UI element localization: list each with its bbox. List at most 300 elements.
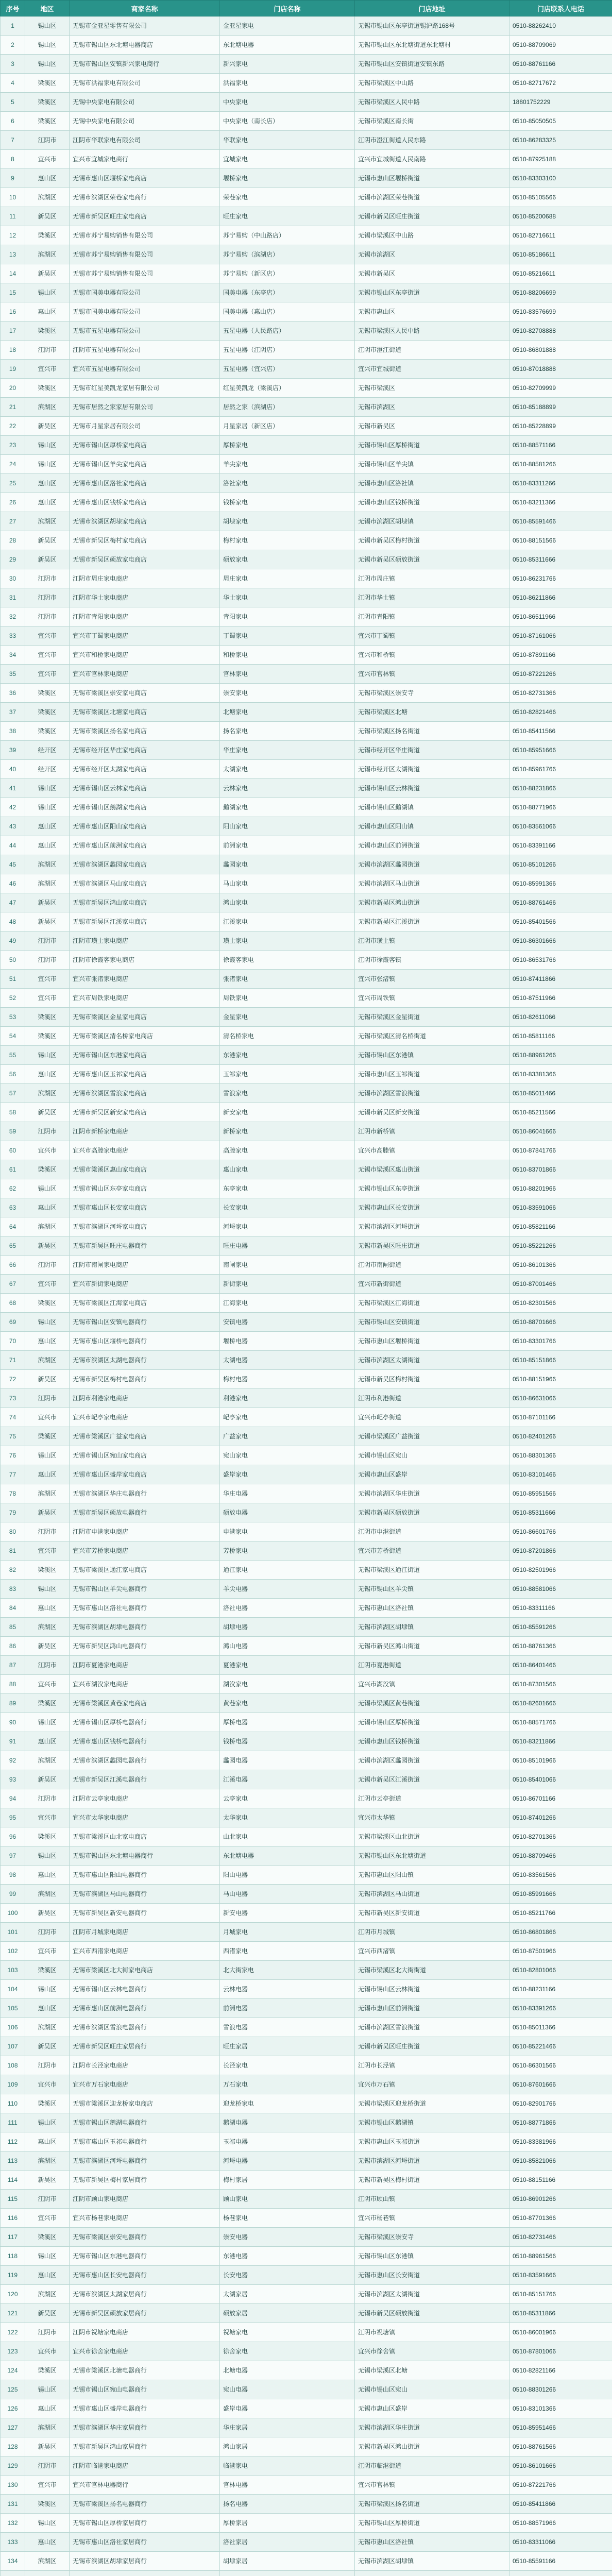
table-row xyxy=(1,760,612,779)
cell-no: 12 xyxy=(1,226,25,245)
cell-address: 无锡市新吴区江溪街道 xyxy=(355,912,509,931)
cell-area: 宜兴市 xyxy=(25,626,70,646)
cell-store: 前洲电器 xyxy=(220,1999,355,2018)
cell-no: 69 xyxy=(1,1313,25,1332)
cell-store: 和桥家电 xyxy=(220,646,355,665)
cell-no: 134 xyxy=(1,2552,25,2571)
cell-phone: 0510-85951566 xyxy=(509,1484,612,1503)
table-row xyxy=(1,1008,612,1027)
cell-address: 无锡市梁溪区北塘 xyxy=(355,2361,509,2380)
cell-company: 无锡市锡山区厚桥电器商行 xyxy=(70,1713,220,1732)
cell-no: 80 xyxy=(1,1522,25,1541)
cell-phone: 0510-87221266 xyxy=(509,665,612,684)
cell-phone: 0510-85228899 xyxy=(509,417,612,436)
cell-no: 47 xyxy=(1,893,25,912)
cell-no: 131 xyxy=(1,2495,25,2514)
cell-phone: 0510-88231166 xyxy=(509,1980,612,1999)
cell-store: 安镇电器 xyxy=(220,1313,355,1332)
cell-company: 江阴市南闸家电商店 xyxy=(70,1256,220,1275)
cell-area: 梁溪区 xyxy=(25,2361,70,2380)
cell-no: 130 xyxy=(1,2476,25,2495)
cell-address: 无锡市锡山区厚桥街道 xyxy=(355,1713,509,1732)
cell-store: 惠山家电 xyxy=(220,1160,355,1179)
cell-phone: 0510-83591666 xyxy=(509,2266,612,2285)
cell-phone: 0510-85221466 xyxy=(509,2037,612,2056)
cell-phone: 0510-83311066 xyxy=(509,2533,612,2552)
cell-area: 新吴区 xyxy=(25,1370,70,1389)
cell-store: 长安家电 xyxy=(220,1198,355,1217)
cell-store: 鸿山家居 xyxy=(220,2437,355,2456)
cell-address: 宜兴市宜城街道人民南路 xyxy=(355,150,509,169)
cell-store: 苏宁易购（新区店） xyxy=(220,264,355,283)
cell-phone: 18801752229 xyxy=(509,93,612,112)
cell-store: 清名桥家电 xyxy=(220,1027,355,1046)
cell-area: 江阴市 xyxy=(25,1789,70,1808)
cell-store: 云林电器 xyxy=(220,1980,355,1999)
cell-area: 宜兴市 xyxy=(25,360,70,379)
cell-company: 无锡市国美电器有限公司 xyxy=(70,302,220,321)
cell-address: 无锡市滨湖区马山街道 xyxy=(355,874,509,893)
cell-store: 夏港家电 xyxy=(220,1656,355,1675)
cell-no: 97 xyxy=(1,1846,25,1866)
cell-store: 长安电器 xyxy=(220,2266,355,2285)
cell-no: 128 xyxy=(1,2437,25,2456)
cell-company: 无锡市新吴区硕放电器商行 xyxy=(70,1503,220,1522)
cell-company: 无锡市锡山区羊尖家电商店 xyxy=(70,455,220,474)
cell-no: 74 xyxy=(1,1408,25,1427)
cell-area: 梁溪区 xyxy=(25,93,70,112)
cell-area: 经开区 xyxy=(25,760,70,779)
cell-no: 125 xyxy=(1,2380,25,2399)
table-row xyxy=(1,1675,612,1694)
cell-phone: 0510-87601666 xyxy=(509,2075,612,2094)
table-row xyxy=(1,836,612,855)
table-row xyxy=(1,607,612,626)
cell-phone: 0510-82821166 xyxy=(509,2361,612,2380)
cell-store: 北大街家电 xyxy=(220,1961,355,1980)
table-row xyxy=(1,2476,612,2495)
cell-address: 无锡市新吴区 xyxy=(355,264,509,283)
cell-phone: 0510-88709069 xyxy=(509,36,612,55)
table-row xyxy=(1,2514,612,2533)
cell-company: 无锡市新吴区鸿山电器商行 xyxy=(70,1637,220,1656)
cell-no: 87 xyxy=(1,1656,25,1675)
cell-store: 河埒电器 xyxy=(220,2151,355,2171)
table-row xyxy=(1,1942,612,1961)
cell-company: 无锡市洪福家电有限公司 xyxy=(70,74,220,93)
cell-company: 无锡市新吴区梅村家居商行 xyxy=(70,2171,220,2190)
cell-store: 南闸家电 xyxy=(220,1256,355,1275)
cell-area: 惠山区 xyxy=(25,1866,70,1885)
cell-company: 江阴市新桥家电商店 xyxy=(70,1122,220,1141)
cell-phone: 0510-82601666 xyxy=(509,1694,612,1713)
cell-store: 山北家电 xyxy=(220,1827,355,1846)
cell-area: 宜兴市 xyxy=(25,2075,70,2094)
cell-store: 太湖电器 xyxy=(220,1351,355,1370)
cell-phone: 0510-86701166 xyxy=(509,1789,612,1808)
cell-company: 无锡市经开区太湖家电商店 xyxy=(70,760,220,779)
cell-phone: 0510-83561066 xyxy=(509,817,612,836)
cell-no: 39 xyxy=(1,741,25,760)
cell-phone: 0510-88961266 xyxy=(509,1046,612,1065)
cell-phone: 0510-87701366 xyxy=(509,2209,612,2228)
cell-company: 宜兴市宜城家电商行 xyxy=(70,150,220,169)
table-row xyxy=(1,2495,612,2514)
cell-no: 88 xyxy=(1,1675,25,1694)
cell-phone: 0510-88571166 xyxy=(509,436,612,455)
cell-area: 锡山区 xyxy=(25,2113,70,2132)
table-row xyxy=(1,1351,612,1370)
cell-store: 苏宁易购（滨湖店） xyxy=(220,245,355,264)
cell-company: 无锡市金亚星零售有限公司 xyxy=(70,16,220,36)
table-row xyxy=(1,93,612,112)
cell-company: 无锡市滨湖区河埒家电商店 xyxy=(70,1217,220,1236)
cell-store: 五星电器（江阴店） xyxy=(220,341,355,360)
cell-company: 无锡市惠山区钱桥电器商行 xyxy=(70,1732,220,1751)
cell-no: 85 xyxy=(1,1618,25,1637)
cell-phone: 0510-86801888 xyxy=(509,341,612,360)
cell-phone: 0510-87801066 xyxy=(509,2342,612,2361)
table-row xyxy=(1,2399,612,2418)
cell-address: 宜兴市高塍镇 xyxy=(355,1141,509,1160)
table-row xyxy=(1,2437,612,2456)
cell-address: 无锡市新吴区江溪街道 xyxy=(355,1770,509,1789)
cell-store: 官林家电 xyxy=(220,665,355,684)
cell-address: 无锡市锡山区鹅湖镇 xyxy=(355,2113,509,2132)
cell-company: 宜兴市官林家电商店 xyxy=(70,665,220,684)
cell-company: 无锡市滨湖区河埒电器商行 xyxy=(70,2151,220,2171)
cell-address: 无锡市惠山区长安街道 xyxy=(355,2266,509,2285)
cell-area: 新吴区 xyxy=(25,550,70,569)
cell-store: 太湖家居 xyxy=(220,2285,355,2304)
cell-phone: 0510-83391166 xyxy=(509,836,612,855)
cell-no: 57 xyxy=(1,1084,25,1103)
cell-phone: 0510-85311866 xyxy=(509,2304,612,2323)
cell-phone: 0510-88761366 xyxy=(509,1637,612,1656)
cell-store: 新兴家电 xyxy=(220,55,355,74)
table-row xyxy=(1,1046,612,1065)
cell-no: 133 xyxy=(1,2533,25,2552)
cell-area: 宜兴市 xyxy=(25,1942,70,1961)
cell-address: 无锡市梁溪区中山路 xyxy=(355,226,509,245)
cell-company: 无锡市五星电器有限公司 xyxy=(70,321,220,341)
cell-no: 90 xyxy=(1,1713,25,1732)
cell-address: 无锡市梁溪区通江街道 xyxy=(355,1561,509,1580)
cell-no: 104 xyxy=(1,1980,25,1999)
cell-no: 1 xyxy=(1,16,25,36)
cell-phone: 0510-85011366 xyxy=(509,2018,612,2037)
cell-no: 28 xyxy=(1,531,25,550)
cell-area: 江阴市 xyxy=(25,1256,70,1275)
table-row xyxy=(1,626,612,646)
cell-no: 124 xyxy=(1,2361,25,2380)
cell-address: 宜兴市屺亭街道 xyxy=(355,1408,509,1427)
cell-area: 惠山区 xyxy=(25,836,70,855)
cell-store: 江溪电器 xyxy=(220,1770,355,1789)
cell-store: 崇安家电 xyxy=(220,684,355,703)
cell-address: 无锡市滨湖区雪浪街道 xyxy=(355,1084,509,1103)
cell-store: 羊尖电器 xyxy=(220,1580,355,1599)
cell-store: 月城家电 xyxy=(220,1923,355,1942)
cell-area: 梁溪区 xyxy=(25,1008,70,1027)
cell-area: 滨湖区 xyxy=(25,188,70,207)
cell-phone: 0510-87925188 xyxy=(509,150,612,169)
table-row xyxy=(1,1866,612,1885)
table-row xyxy=(1,1084,612,1103)
cell-no: 45 xyxy=(1,855,25,874)
cell-area: 宜兴市 xyxy=(25,1808,70,1827)
cell-no: 22 xyxy=(1,417,25,436)
cell-area: 梁溪区 xyxy=(25,684,70,703)
table-row xyxy=(1,264,612,283)
cell-company: 无锡市梁溪区迎龙桥家电商店 xyxy=(70,2094,220,2113)
cell-address: 江阴市长泾镇 xyxy=(355,2056,509,2075)
cell-area: 梁溪区 xyxy=(25,1427,70,1446)
cell-store: 鸿山家电 xyxy=(220,893,355,912)
cell-no: 9 xyxy=(1,169,25,188)
cell-phone: 0510-88961566 xyxy=(509,2247,612,2266)
cell-company: 江阴市华士家电商店 xyxy=(70,588,220,607)
cell-store: 蠡园家电 xyxy=(220,855,355,874)
cell-area: 江阴市 xyxy=(25,1389,70,1408)
cell-address: 无锡市惠山区阳山镇 xyxy=(355,817,509,836)
cell-company: 无锡市滨湖区胡埭家电商店 xyxy=(70,512,220,531)
cell-area: 梁溪区 xyxy=(25,722,70,741)
cell-area: 梁溪区 xyxy=(25,1561,70,1580)
cell-no: 6 xyxy=(1,112,25,131)
cell-company: 无锡市梁溪区崇安电器商行 xyxy=(70,2228,220,2247)
cell-store: 东港电器 xyxy=(220,2247,355,2266)
cell-store: 中央家电（南长店） xyxy=(220,112,355,131)
cell-store xyxy=(220,2571,355,2576)
cell-no: 34 xyxy=(1,646,25,665)
cell-area: 宜兴市 xyxy=(25,1275,70,1294)
cell-area: 惠山区 xyxy=(25,1465,70,1484)
cell-phone: 0510-83391266 xyxy=(509,1999,612,2018)
cell-store: 扬名电器 xyxy=(220,2495,355,2514)
cell-no: 64 xyxy=(1,1217,25,1236)
cell-store: 湖㳇家电 xyxy=(220,1675,355,1694)
cell-store: 东北塘电器 xyxy=(220,1846,355,1866)
table-row xyxy=(1,1846,612,1866)
table-row xyxy=(1,1294,612,1313)
cell-no: 121 xyxy=(1,2304,25,2323)
cell-address: 江阴市璜土镇 xyxy=(355,931,509,951)
cell-no: 96 xyxy=(1,1827,25,1846)
header-no: 序号 xyxy=(1,1,25,16)
cell-store: 迎龙桥家电 xyxy=(220,2094,355,2113)
cell-store: 宛山家电 xyxy=(220,1446,355,1465)
cell-company: 无锡市滨湖区胡埭电器商行 xyxy=(70,1618,220,1637)
cell-phone: 0510-85151866 xyxy=(509,1351,612,1370)
cell-area: 惠山区 xyxy=(25,2533,70,2552)
cell-phone: 0510-83311166 xyxy=(509,1599,612,1618)
cell-area: 锡山区 xyxy=(25,1713,70,1732)
table-row xyxy=(1,112,612,131)
cell-area: 江阴市 xyxy=(25,2190,70,2209)
cell-store: 顾山家电 xyxy=(220,2190,355,2209)
cell-area: 滨湖区 xyxy=(25,1751,70,1770)
cell-phone: 0510-86511966 xyxy=(509,607,612,626)
cell-address: 无锡市惠山区前洲街道 xyxy=(355,1999,509,2018)
cell-company: 江阴市祝塘家电商店 xyxy=(70,2323,220,2342)
cell-store: 红星美凯龙（梁溪店） xyxy=(220,379,355,398)
table-row xyxy=(1,912,612,931)
cell-store: 广益家电 xyxy=(220,1427,355,1446)
cell-address: 无锡市锡山区东北塘街道 xyxy=(355,1846,509,1866)
cell-store: 硕放电器 xyxy=(220,1503,355,1522)
cell-company: 无锡市惠山区盛岸电器商行 xyxy=(70,2399,220,2418)
header-area: 地区 xyxy=(25,1,70,16)
cell-phone: 0510-87018888 xyxy=(509,360,612,379)
cell-phone: 0510-88761566 xyxy=(509,2437,612,2456)
cell-company: 无锡市锡山区鹅湖家电商店 xyxy=(70,798,220,817)
cell-phone: 0510-85211766 xyxy=(509,1904,612,1923)
cell-no: 31 xyxy=(1,588,25,607)
cell-company: 无锡市惠山区阳山家电商店 xyxy=(70,817,220,836)
cell-phone: 0510-83211366 xyxy=(509,493,612,512)
cell-area: 滨湖区 xyxy=(25,2151,70,2171)
cell-phone: 0510-86301666 xyxy=(509,931,612,951)
cell-store: 东北塘电器 xyxy=(220,36,355,55)
cell-no: 2 xyxy=(1,36,25,55)
table-row xyxy=(1,1217,612,1236)
cell-area: 锡山区 xyxy=(25,1846,70,1866)
cell-no: 86 xyxy=(1,1637,25,1656)
cell-area: 江阴市 xyxy=(25,951,70,970)
cell-store: 厚桥家电 xyxy=(220,436,355,455)
cell-area: 宜兴市 xyxy=(25,1141,70,1160)
cell-address: 宜兴市杨巷镇 xyxy=(355,2209,509,2228)
cell-area: 江阴市 xyxy=(25,588,70,607)
cell-area: 江阴市 xyxy=(25,2056,70,2075)
cell-no: 59 xyxy=(1,1122,25,1141)
cell-company: 宜兴市湖㳇家电商店 xyxy=(70,1675,220,1694)
cell-phone: 0510-83301766 xyxy=(509,1332,612,1351)
cell-area: 锡山区 xyxy=(25,2380,70,2399)
table-row xyxy=(1,665,612,684)
table-row xyxy=(1,531,612,550)
cell-area: 宜兴市 xyxy=(25,2209,70,2228)
table-row xyxy=(1,512,612,531)
cell-company: 宜兴市西渚家电商店 xyxy=(70,1942,220,1961)
cell-no: 4 xyxy=(1,74,25,93)
table-row xyxy=(1,970,612,989)
cell-company: 无锡市滨湖区雪浪电器商行 xyxy=(70,2018,220,2037)
table-row xyxy=(1,703,612,722)
cell-store: 洛社家居 xyxy=(220,2533,355,2552)
cell-no: 70 xyxy=(1,1332,25,1351)
cell-phone: 0510-82801066 xyxy=(509,1961,612,1980)
cell-address: 无锡市梁溪区清名桥街道 xyxy=(355,1027,509,1046)
cell-area: 滨湖区 xyxy=(25,245,70,264)
cell-phone: 0510-83101466 xyxy=(509,1465,612,1484)
header-address: 门店地址 xyxy=(355,1,509,16)
table-row xyxy=(1,150,612,169)
cell-phone: 0510-82821466 xyxy=(509,703,612,722)
cell-company: 无锡市锡山区云林家电商店 xyxy=(70,779,220,798)
cell-area xyxy=(25,2571,70,2576)
header-phone: 门店联系人电话 xyxy=(509,1,612,16)
cell-company: 江阴市周庄家电商店 xyxy=(70,569,220,588)
table-row xyxy=(1,2418,612,2437)
cell-company: 江阴市华联家电有限公司 xyxy=(70,131,220,150)
table-row xyxy=(1,2190,612,2209)
cell-store: 鸿山电器 xyxy=(220,1637,355,1656)
cell-address: 江阴市徐霞客镇 xyxy=(355,951,509,970)
cell-company: 无锡市苏宁易购销售有限公司 xyxy=(70,226,220,245)
cell-address: 无锡市梁溪区广益街道 xyxy=(355,1427,509,1446)
cell-phone: 0510-87501966 xyxy=(509,1942,612,1961)
cell-store: 盛岸电器 xyxy=(220,2399,355,2418)
cell-store: 河埒家电 xyxy=(220,1217,355,1236)
cell-no: 114 xyxy=(1,2171,25,2190)
cell-area: 惠山区 xyxy=(25,1599,70,1618)
cell-no: 44 xyxy=(1,836,25,855)
table-row xyxy=(1,1961,612,1980)
cell-address: 无锡市锡山区安镇街道 xyxy=(355,1313,509,1332)
cell-address: 江阴市新桥镇 xyxy=(355,1122,509,1141)
cell-phone: 0510-85951666 xyxy=(509,741,612,760)
cell-address: 无锡市梁溪区扬名街道 xyxy=(355,722,509,741)
cell-company: 无锡市居然之家家居有限公司 xyxy=(70,398,220,417)
cell-address: 无锡市经开区华庄街道 xyxy=(355,741,509,760)
cell-store: 洪福家电 xyxy=(220,74,355,93)
cell-company: 江阴市徐霞客家电商店 xyxy=(70,951,220,970)
cell-area: 滨湖区 xyxy=(25,1084,70,1103)
cell-no: 120 xyxy=(1,2285,25,2304)
cell-company xyxy=(70,2571,220,2576)
cell-company: 无锡市锡山区东港电器商行 xyxy=(70,2247,220,2266)
cell-area: 滨湖区 xyxy=(25,2285,70,2304)
cell-no: 73 xyxy=(1,1389,25,1408)
cell-company: 无锡市锡山区东北塘电器商行 xyxy=(70,1846,220,1866)
cell-company: 宜兴市新街家电商店 xyxy=(70,1275,220,1294)
cell-area: 新吴区 xyxy=(25,1637,70,1656)
table-header xyxy=(1,1,612,16)
cell-phone: 0510-85811166 xyxy=(509,1027,612,1046)
cell-area: 锡山区 xyxy=(25,1179,70,1198)
cell-company: 无锡市滨湖区蠡园电器商行 xyxy=(70,1751,220,1770)
cell-phone: 0510-87221766 xyxy=(509,2476,612,2495)
cell-area: 宜兴市 xyxy=(25,665,70,684)
table-row xyxy=(1,226,612,245)
cell-no: 10 xyxy=(1,188,25,207)
cell-address: 无锡市梁溪区北塘 xyxy=(355,703,509,722)
cell-phone: 0510-86001966 xyxy=(509,2323,612,2342)
cell-no: 72 xyxy=(1,1370,25,1389)
cell-address: 无锡市新吴区旺庄街道 xyxy=(355,2037,509,2056)
table-row xyxy=(1,1275,612,1294)
table-row xyxy=(1,1332,612,1351)
cell-area: 梁溪区 xyxy=(25,112,70,131)
cell-phone: 0510-85101966 xyxy=(509,1751,612,1770)
cell-store: 周庄家电 xyxy=(220,569,355,588)
cell-area: 江阴市 xyxy=(25,931,70,951)
cell-phone: 0510-83381966 xyxy=(509,2132,612,2151)
cell-company: 无锡市惠山区堰桥电器商行 xyxy=(70,1332,220,1351)
cell-phone: 0510-85591266 xyxy=(509,1618,612,1637)
cell-area: 锡山区 xyxy=(25,1580,70,1599)
cell-store: 新桥家电 xyxy=(220,1122,355,1141)
cell-store: 堰桥电器 xyxy=(220,1332,355,1351)
cell-phone: 0510-85200688 xyxy=(509,207,612,226)
cell-store: 羊尖家电 xyxy=(220,455,355,474)
cell-store: 宜城家电 xyxy=(220,150,355,169)
table-row xyxy=(1,874,612,893)
cell-store: 硕放家居 xyxy=(220,2304,355,2323)
cell-company: 无锡市惠山区堰桥家电商店 xyxy=(70,169,220,188)
